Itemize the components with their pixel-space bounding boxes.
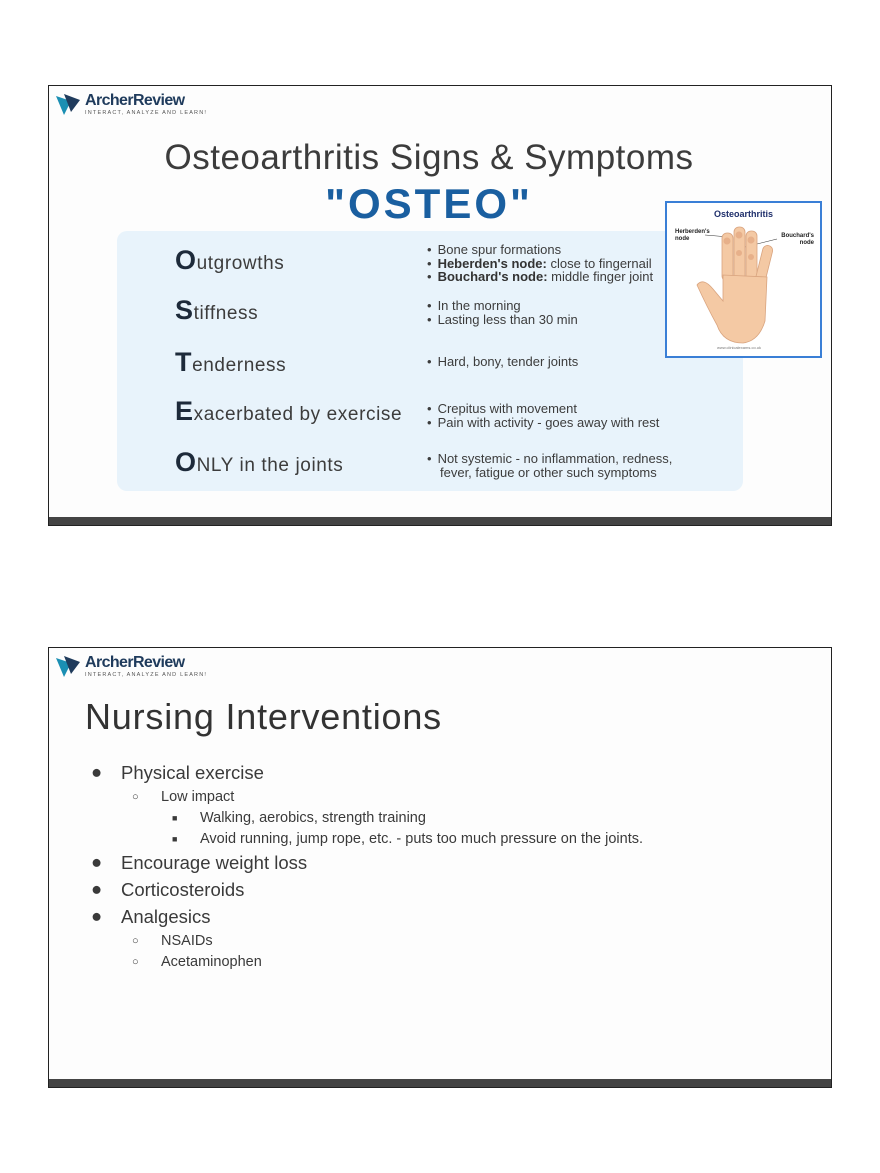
slide-osteoarthritis-signs xyxy=(48,85,832,526)
brand-tagline: INTERACT, ANALYZE AND LEARN! xyxy=(85,110,208,116)
list-item: ● Corticosteroids xyxy=(91,878,245,900)
list-item: ● Analgesics xyxy=(91,905,211,927)
mnemonic-letter: S xyxy=(175,295,194,325)
osteoarthritis-hand-image xyxy=(665,201,822,358)
list-item: • Bouchard's node: middle finger joint xyxy=(427,270,653,284)
mnemonic-term xyxy=(175,295,258,326)
image-title: Osteoarthritis xyxy=(713,209,773,219)
mnemonic-word: NLY in the joints xyxy=(196,455,344,476)
list-item: ● Physical exercise xyxy=(91,761,264,783)
list-item: ■ Walking, aerobics, strength training xyxy=(172,810,426,826)
bullet-list xyxy=(427,452,672,479)
list-item: • Heberden's node: close to fingernail xyxy=(427,257,653,271)
bullet-list xyxy=(427,355,578,369)
archer-logo-icon xyxy=(55,654,81,678)
bouchard-node-label: Bouchard's node xyxy=(781,233,814,246)
image-source: www.clinicalexams.co.uk xyxy=(717,345,762,350)
brand-name: ArcherReview xyxy=(85,654,185,671)
slide-nursing-interventions xyxy=(48,647,832,1088)
list-item: ■ Avoid running, jump rope, etc. - puts too much pressure on the joints. xyxy=(172,831,644,847)
hand-icon xyxy=(667,203,819,355)
list-item: • Bone spur formations xyxy=(427,243,653,257)
list-item: fever, fatigue or other such symptoms xyxy=(440,464,657,480)
mnemonic-letter: T xyxy=(175,347,193,377)
brand-name: ArcherReview xyxy=(85,92,185,109)
bullet-list xyxy=(427,299,578,326)
list-item: ○ Low impact xyxy=(132,789,235,805)
mnemonic-word: xacerbated by exercise xyxy=(193,404,403,425)
mnemonic-panel xyxy=(117,231,743,491)
heberden-node-label: Herberden's node xyxy=(675,229,710,242)
mnemonic-word: utgrowths xyxy=(196,253,285,274)
list-item: • Not systemic - no inflammation, redness, xyxy=(427,452,672,466)
archer-review-logo xyxy=(55,92,207,120)
list-item: • In the morning xyxy=(427,299,578,313)
list-item: • Pain with activity - goes away with rest xyxy=(427,416,659,430)
mnemonic-word: enderness xyxy=(192,355,287,376)
mnemonic-term xyxy=(175,447,343,478)
brand-tagline: INTERACT, ANALYZE AND LEARN! xyxy=(85,672,208,678)
slide-title: Nursing Interventions xyxy=(85,696,442,737)
bullet-list xyxy=(427,243,653,284)
slide-footer-bar xyxy=(49,1079,831,1087)
slide-footer-bar xyxy=(49,517,831,525)
mnemonic-word: tiffness xyxy=(193,303,259,324)
archer-review-logo xyxy=(55,654,207,682)
mnemonic-term xyxy=(175,396,402,427)
list-item: • Lasting less than 30 min xyxy=(427,313,578,327)
mnemonic-letter: E xyxy=(175,396,194,426)
slide-title: Osteoarthritis Signs & Symptoms xyxy=(164,138,694,177)
archer-logo-icon xyxy=(55,92,81,116)
list-item: ● Encourage weight loss xyxy=(91,851,308,873)
list-item: • Crepitus with movement xyxy=(427,402,659,416)
bullet-list xyxy=(427,402,659,429)
mnemonic-term xyxy=(175,347,286,378)
list-item: ○ NSAIDs xyxy=(132,933,213,949)
mnemonic-title: "OSTEO" xyxy=(325,180,533,227)
mnemonic-term xyxy=(175,245,284,276)
mnemonic-letter: O xyxy=(175,245,197,275)
mnemonic-letter: O xyxy=(175,447,197,477)
list-item: • Hard, bony, tender joints xyxy=(427,355,578,369)
list-item: ○ Acetaminophen xyxy=(132,954,262,970)
